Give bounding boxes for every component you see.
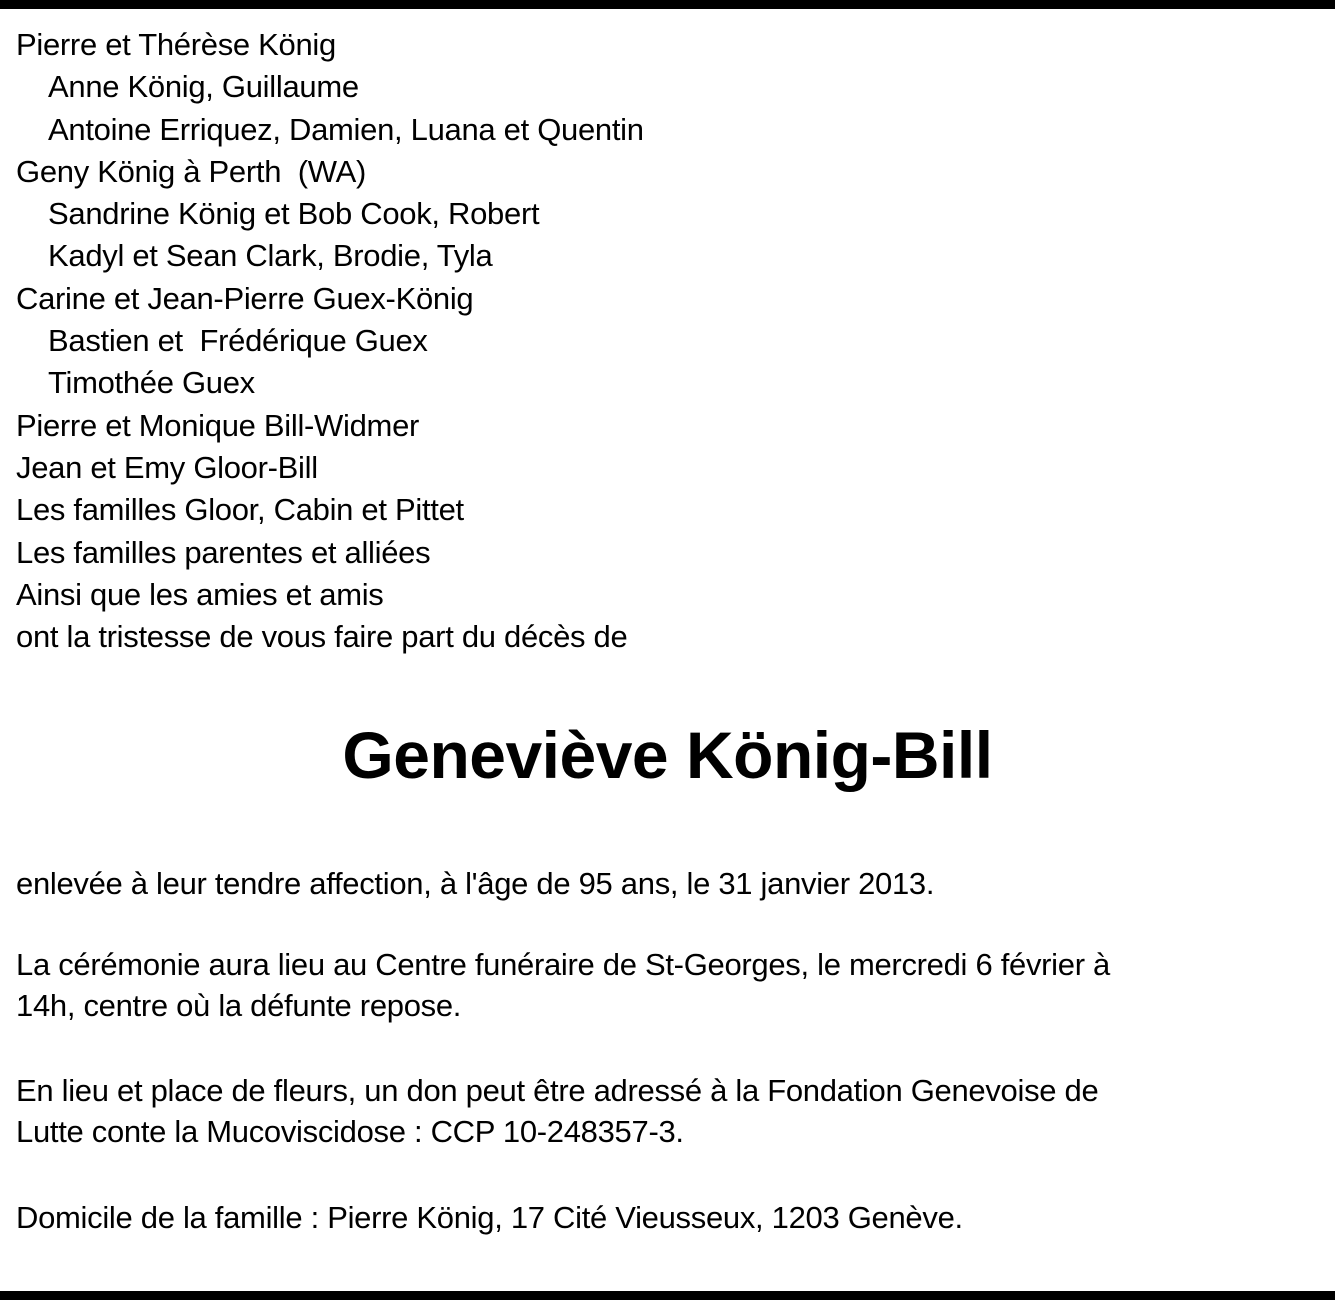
family-line: Les familles Gloor, Cabin et Pittet	[16, 492, 464, 528]
family-line: Sandrine König et Bob Cook, Robert	[48, 196, 540, 232]
ceremony-text-line2: 14h, centre où la défunte repose.	[16, 988, 462, 1023]
family-line: Pierre et Thérèse König	[16, 27, 336, 62]
family-line: Antoine Erriquez, Damien, Luana et Quentin	[48, 111, 644, 147]
family-line: Les familles parentes et alliées	[16, 534, 431, 570]
ceremony-text-line1: La cérémonie aura lieu au Centre funéraire de St-Georges, le mercredi 6 février à	[16, 947, 1110, 982]
ceremony-paragraph	[16, 944, 1316, 1026]
family-list	[16, 24, 644, 658]
domicile-text: Domicile de la famille : Pierre König, 17 Cité Vieusseux, 1203 Genève.	[16, 1200, 963, 1235]
family-line: Kadyl et Sean Clark, Brodie, Tyla	[48, 238, 493, 274]
deceased-name: Geneviève König-Bill	[342, 718, 993, 792]
family-line: Timothée Guex	[48, 365, 255, 401]
family-line: Ainsi que les amies et amis	[16, 576, 384, 612]
domicile-paragraph	[16, 1197, 1316, 1238]
age-paragraph	[16, 863, 1316, 904]
donation-text-line1: En lieu et place de fleurs, un don peut être adressé à la Fondation Genevoise de	[16, 1073, 1099, 1108]
announcement-line: ont la tristesse de vous faire part du décès de	[16, 619, 628, 655]
bottom-border-rule	[0, 1291, 1335, 1300]
family-line: Jean et Emy Gloor-Bill	[16, 449, 318, 485]
donation-text-line2: Lutte conte la Mucoviscidose : CCP 10-248357-3.	[16, 1114, 684, 1149]
donation-paragraph	[16, 1070, 1316, 1152]
family-line: Pierre et Monique Bill-Widmer	[16, 407, 420, 443]
family-line: Geny König à Perth (WA)	[16, 153, 367, 189]
family-line: Anne König, Guillaume	[48, 69, 359, 105]
top-border-rule	[0, 0, 1335, 9]
family-line: Bastien et Frédérique Guex	[48, 323, 428, 359]
age-text: enlevée à leur tendre affection, à l'âge de 95 ans, le 31 janvier 2013.	[16, 866, 935, 901]
family-line: Carine et Jean-Pierre Guex-König	[16, 280, 474, 316]
